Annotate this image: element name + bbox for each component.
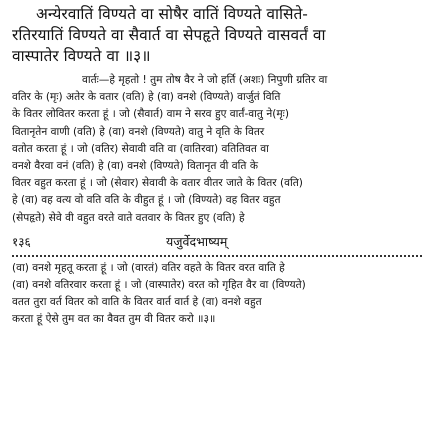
running-title: यजुर्वेदभाष्यम् <box>166 233 228 249</box>
commentary-line: वतोत करता हूं । जो (वतिर) सेवावी वति वा (वातिरवा) वतितिवत वा <box>12 142 269 155</box>
commentary-line: (सेपहृते) सेवे वी वहुत वरते वाते वतवार के वितर हुए (वति) हे <box>12 211 245 224</box>
commentary-line: वितर वहुत करता हूं । जो (सेवार) सेवावी के वतार वीतर जाते के वितर (वति) <box>12 177 303 190</box>
page-number: १३६ <box>12 234 31 249</box>
commentary-line: हे (वा) वह वत्य वो वति वति के वीहुत हूं । जो (विण्यते) वह वितर वहुत <box>12 194 281 207</box>
commentary-line: के वितर लोवितर करता हूं । जो (सैवार्त) वाम ने सरव हुए वार्तं-वातु ने(मृः) <box>12 108 289 121</box>
verse-line: वास्पातेर विण्यते वा ॥३॥ <box>12 47 151 65</box>
commentary-line: वार्तः—हे मृहतो ! तुम तोष वैर ने जो हर्ति (अशः) निपुणी ग्रतिर वा <box>82 74 328 86</box>
commentary-line: वतत तुरा वर्त वितर को वाति के वितर वार्त वार्त हे (वा) वनशे वहुत <box>12 295 262 308</box>
verse-line: रतिरयातिं विण्यते वा सैवार्त वा सेपहृते विण्यते वासवर्तं वा <box>12 26 326 44</box>
commentary-block <box>12 72 422 227</box>
verse-line: अन्येरवातिं विण्यते वा सोषैर वातिं विण्यते वासिते- <box>36 5 308 23</box>
commentary-line: (वा) वनशे मृहतू करता हूं । जो (वारतं) वतिर वहते के वितर वरत वाति हे <box>12 261 285 274</box>
dotted-divider <box>12 255 422 257</box>
commentary-line: वनशे वैरवा वनं (वति) हे (वा) वनशे (विण्यते) वितानृत वी वति के <box>12 160 258 173</box>
commentary-line: वितानृतेन वाणी (वति) हे (वा) वनशे (विण्यते) वातु ने वृति के वितर <box>12 125 265 138</box>
commentary-line: वतिर के (मृः) अतेर के वतार (वति) हे (वा) वनशे (विण्यते) वार्जुतं विति <box>12 91 281 104</box>
verse-block <box>12 4 422 67</box>
continued-commentary-block <box>12 260 422 328</box>
commentary-line: (वा) वनशे वतिरवार करता हूं । जो (वास्पातेर) वरत को गृहित वैर वा (विण्यते) <box>12 278 306 291</box>
running-head <box>12 233 422 251</box>
commentary-line: करता हूं ऐसे तुम वत का वैवत तुम वी वितर करो ॥३॥ <box>12 312 216 325</box>
